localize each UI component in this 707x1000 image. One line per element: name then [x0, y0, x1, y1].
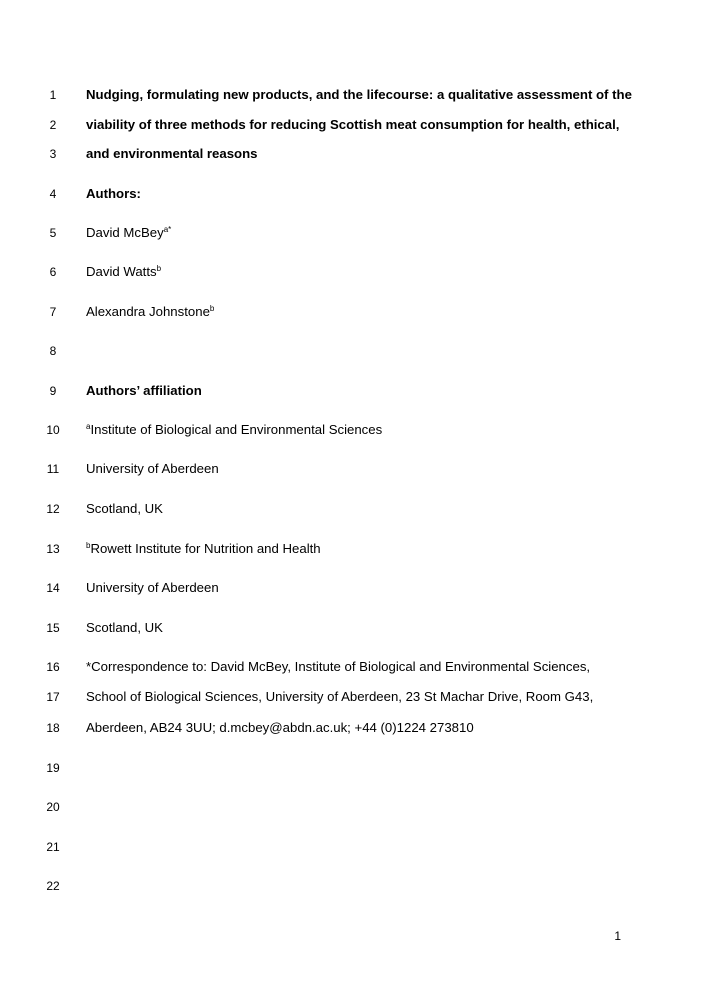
doc-line — [0, 341, 707, 361]
doc-line — [0, 262, 707, 282]
doc-line — [0, 85, 707, 105]
affiliation-country: Scotland, UK — [86, 620, 163, 635]
affiliation-superscript: b — [86, 541, 91, 550]
doc-line — [0, 115, 707, 135]
institute-name: Rowett Institute for Nutrition and Health — [90, 541, 321, 556]
correspondence-line: *Correspondence to: David McBey, Institute of Biological and Environmental Sciences, — [86, 659, 591, 674]
author-superscript: b — [156, 264, 162, 273]
doc-line — [0, 499, 707, 519]
line-number: 15 — [46, 621, 60, 635]
doc-line — [0, 797, 707, 817]
line-number: 14 — [46, 581, 60, 595]
line-number: 17 — [46, 690, 60, 704]
author-superscript: b — [209, 304, 215, 313]
doc-line — [0, 539, 707, 559]
line-number: 21 — [46, 840, 60, 854]
line-number: 18 — [46, 721, 60, 735]
affiliation-country: Scotland, UK — [86, 501, 163, 516]
doc-line — [0, 657, 707, 677]
affiliation-heading: Authors’ affiliation — [86, 383, 202, 398]
author-superscript: a* — [163, 225, 172, 234]
doc-line — [0, 381, 707, 401]
doc-line — [0, 459, 707, 479]
title-line: and environmental reasons — [86, 146, 258, 161]
doc-line — [0, 876, 707, 896]
line-number: 19 — [46, 761, 60, 775]
correspondence-line: School of Biological Sciences, University of Aberdeen, 23 St Machar Drive, Room G43, — [86, 689, 594, 704]
title-line: viability of three methods for reducing Scottish meat consumption for health, ethical, — [86, 117, 620, 132]
line-number: 3 — [49, 147, 57, 161]
doc-line — [0, 144, 707, 164]
doc-line — [0, 837, 707, 857]
doc-line — [0, 578, 707, 598]
affiliation-university: University of Aberdeen — [86, 580, 219, 595]
line-number: 7 — [49, 305, 57, 319]
page-number: 1 — [614, 929, 621, 943]
line-number: 1 — [49, 88, 57, 102]
doc-line — [0, 758, 707, 778]
line-number: 8 — [49, 344, 57, 358]
doc-line — [0, 184, 707, 204]
author-entry — [86, 302, 646, 322]
affiliation-institute — [86, 420, 646, 440]
line-number: 13 — [46, 542, 60, 556]
doc-line — [0, 420, 707, 440]
title-line: Nudging, formulating new products, and the lifecourse: a qualitative assessment of the — [86, 87, 632, 102]
correspondence-line: Aberdeen, AB24 3UU; d.mcbey@abdn.ac.uk; +44 (0)1224 273810 — [86, 720, 474, 735]
line-number: 2 — [49, 118, 57, 132]
line-number: 4 — [49, 187, 57, 201]
doc-line — [0, 618, 707, 638]
affiliation-institute — [86, 539, 646, 559]
doc-line — [0, 718, 707, 738]
line-number: 5 — [49, 226, 57, 240]
author-name: Alexandra Johnstone — [86, 304, 210, 319]
line-number: 20 — [46, 800, 60, 814]
author-name: David McBey — [86, 225, 164, 240]
line-number: 16 — [46, 660, 60, 674]
line-number: 12 — [46, 502, 60, 516]
author-name: David Watts — [86, 264, 157, 279]
affiliation-university: University of Aberdeen — [86, 461, 219, 476]
author-entry — [86, 223, 646, 243]
line-number: 10 — [46, 423, 60, 437]
line-number: 6 — [49, 265, 57, 279]
doc-line — [0, 687, 707, 707]
doc-line — [0, 302, 707, 322]
affiliation-superscript: a — [86, 422, 91, 431]
line-number: 22 — [46, 879, 60, 893]
institute-name: Institute of Biological and Environmental Sciences — [90, 422, 383, 437]
authors-heading: Authors: — [86, 186, 141, 201]
line-number: 11 — [46, 462, 60, 476]
line-number: 9 — [49, 384, 57, 398]
author-entry — [86, 262, 646, 282]
doc-line — [0, 223, 707, 243]
